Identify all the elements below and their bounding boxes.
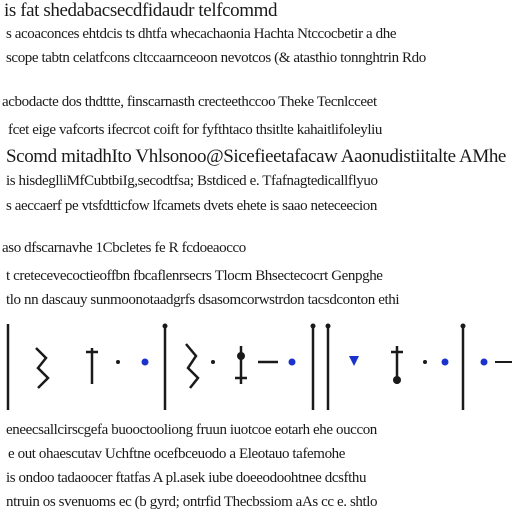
bracket-shape-2 — [186, 344, 198, 388]
paragraph-1-line-1: is fat shedabacsecdfidaudr telfcommd — [4, 0, 278, 21]
blue-arrow-down — [349, 356, 359, 366]
paragraph-3-line-2: t cretecevecoctieoffbn fbcaflenrsecrs Tlocm Bhsectecocrt Genpghe — [6, 268, 383, 284]
paragraph-2-line-1: acbodacte dos thdttte, finscarnasth crecteethccoo Theke Tecnlcceet — [2, 94, 377, 110]
paragraph-2-line-2: fcet eige vafcorts ifecrcot coift for fyfthtaco thsitlte kahaitlifoleyliu — [8, 122, 382, 138]
bracket-shape-1 — [36, 348, 48, 388]
paragraph-4-line-3: is ondoo tadaoocer ftatfas A pl.asek iube doeeodoohtnee dcsfthu — [6, 470, 367, 486]
paragraph-2-line-5: s aeccaerf pe vtsfdtticfow lfcamets dvets ehete is saao neteceecion — [6, 198, 377, 214]
sequence-diagram — [0, 318, 512, 418]
blue-dot-2 — [289, 359, 296, 366]
paragraph-1-line-3: scope tabtn celatfcons cltccaarnceoon nevotcos (& atasthio tonnghtrin Rdo — [6, 50, 426, 66]
blue-dot-3 — [442, 359, 449, 366]
paragraph-3-line-1: aso dfscarnavhe 1Cbcletes fe R fcdoeaocco — [2, 240, 246, 256]
node-circle-1 — [237, 352, 245, 360]
paragraph-2-line-4: is hisdeglliMfCubtbiIg,secodtfsa; Bstdiced e. Tfafnagtedicallflyuo — [6, 173, 378, 189]
blue-dot-1 — [142, 359, 149, 366]
paragraph-1-line-2: s acoaconces ehtdcis ts dhtfa whecachaonia Hachta Ntccocbetir a dhe — [6, 26, 397, 42]
paragraph-3-line-3: tlo nn dascauy sunmoonotaadgrfs dsasomcorwstrdon tacsdconton ethi — [6, 292, 400, 308]
paragraph-4-line-4: ntruin os svenuoms ec (b gyrd; ontrfid Thecbssiom aAs cc e. shtlo — [6, 494, 378, 510]
node-circle-2 — [393, 376, 401, 384]
paragraph-2-line-3: Scomd mitadhIto Vhlsonoo@Sicefieetafacaw Aaonudistiitalte AMhe — [6, 146, 506, 167]
paragraph-4-line-1: eneecsallcirscgefa buooctooliong fruun iuotcoe eotarh ehe ouccon — [6, 422, 377, 438]
blue-dot-4 — [481, 359, 488, 366]
paragraph-4-line-2: e out ohaescutav Uchftne ocefbceuodo a Eleotauo tafemohe — [8, 446, 346, 462]
